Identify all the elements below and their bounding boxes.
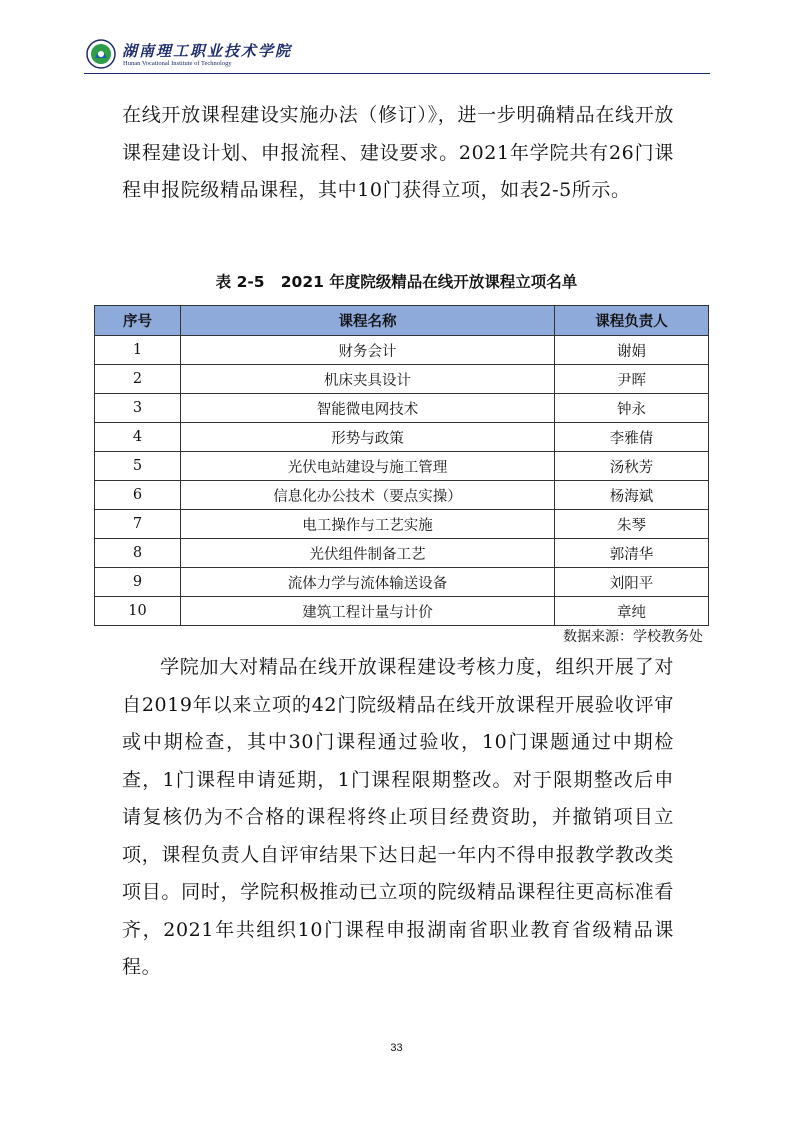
column-header-index: 序号	[95, 306, 181, 336]
row-index: 6	[95, 481, 181, 510]
page-header	[84, 36, 710, 76]
school-name-cn: 湖南理工职业技术学院	[122, 42, 293, 60]
school-name-en: Hunan Vocational Institute of Technology	[123, 60, 232, 67]
row-index: 5	[95, 452, 181, 481]
table-source-note: 数据来源：学校教务处	[563, 629, 703, 645]
row-index: 9	[95, 568, 181, 597]
row-index: 8	[95, 539, 181, 568]
course-table	[94, 305, 709, 626]
row-course: 智能微电网技术	[181, 394, 555, 423]
row-owner: 钟永	[555, 394, 709, 423]
table-header-row	[95, 306, 709, 336]
table-row	[95, 365, 709, 394]
table-row	[95, 423, 709, 452]
paragraph-intro: 在线开放课程建设实施办法（修订）》，进一步明确精品在线开放课程建设计划、申报流程、建设要求。2021年学院共有26门课程申报院级精品课程，其中10门获得立项，如表2-5所示。	[122, 104, 674, 201]
row-index: 7	[95, 510, 181, 539]
row-owner: 汤秋芳	[555, 452, 709, 481]
column-header-course: 课程名称	[181, 306, 555, 336]
row-course: 光伏组件制备工艺	[181, 539, 555, 568]
table-row	[95, 336, 709, 365]
table-row	[95, 394, 709, 423]
row-index: 3	[95, 394, 181, 423]
row-owner: 谢娟	[555, 336, 709, 365]
paragraph-assessment: 学院加大对精品在线开放课程建设考核力度，组织开展了对自2019年以来立项的42门院级精品在线开放课程开展验收评审或中期检查，其中30门课程通过验收，10门课题通过中期检查，1门课程申请延期，1门课程限期整改。对于限期整改后申请复核仍为不合格的课程将终止项目经费资助，并撤销项目立项，课程负责人自评审结果下达日起一年内不得申报教学教改类项目。同时，学院积极推动已立项的院级精品课程往更高标准看齐，2021年共组织10门课程申报湖南省职业教育省级精品课程。	[122, 656, 674, 978]
row-owner: 杨海斌	[555, 481, 709, 510]
row-index: 4	[95, 423, 181, 452]
row-index: 10	[95, 597, 181, 626]
row-owner: 尹晖	[555, 365, 709, 394]
table-row	[95, 510, 709, 539]
row-index: 1	[95, 336, 181, 365]
table-row	[95, 539, 709, 568]
row-owner: 朱琴	[555, 510, 709, 539]
row-owner: 李雅倩	[555, 423, 709, 452]
row-course: 建筑工程计量与计价	[181, 597, 555, 626]
row-course: 财务会计	[181, 336, 555, 365]
row-owner: 章纯	[555, 597, 709, 626]
table-row	[95, 597, 709, 626]
row-course: 电工操作与工艺实施	[181, 510, 555, 539]
table-row	[95, 568, 709, 597]
table-row	[95, 452, 709, 481]
row-course: 流体力学与流体输送设备	[181, 568, 555, 597]
row-course: 光伏电站建设与施工管理	[181, 452, 555, 481]
row-owner: 刘阳平	[555, 568, 709, 597]
row-course: 机床夹具设计	[181, 365, 555, 394]
header-divider	[84, 73, 710, 74]
table-row	[95, 481, 709, 510]
table-caption: 表 2-5 2021 年度院级精品在线开放课程立项名单	[215, 273, 578, 291]
row-index: 2	[95, 365, 181, 394]
page-number: 33	[390, 1042, 403, 1054]
row-owner: 郭清华	[555, 539, 709, 568]
row-course: 信息化办公技术（要点实操）	[181, 481, 555, 510]
column-header-owner: 课程负责人	[555, 306, 709, 336]
school-emblem-icon	[86, 39, 116, 69]
row-course: 形势与政策	[181, 423, 555, 452]
